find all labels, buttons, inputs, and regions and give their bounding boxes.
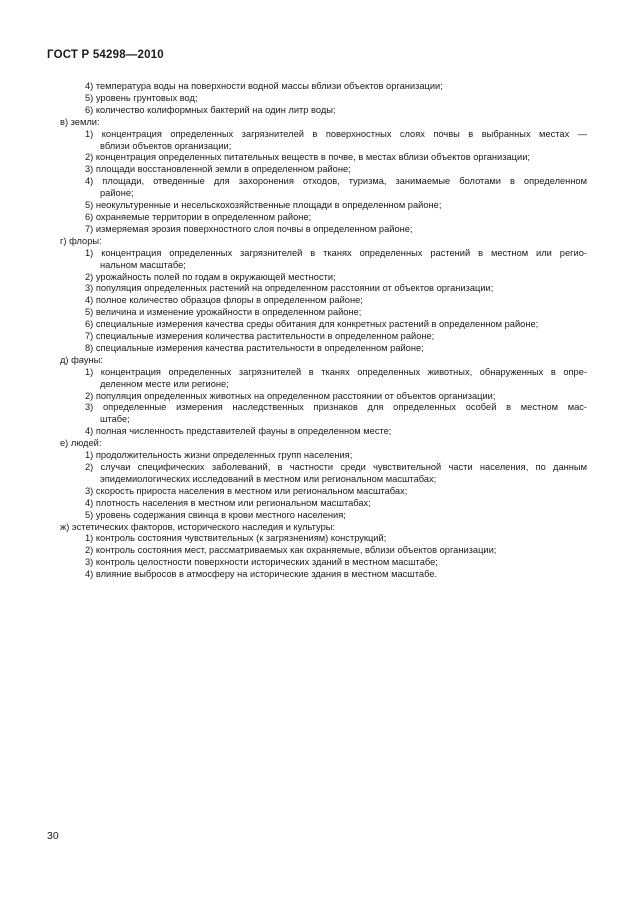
list-item: 1) концентрация определенных загрязнителей в поверхностных слоях почвы в выбранных местах —	[85, 128, 587, 139]
list-item: 5) уровень грунтовых вод;	[85, 92, 198, 103]
list-item: 1) контроль состояния чувствительных (к загрязнениям) конструкций;	[85, 533, 387, 544]
section-heading: ж) эстетических факторов, исторического наследия и культуры:	[60, 521, 336, 532]
list-item: 3) популяция определенных растений на определенном расстоянии от объектов организации;	[85, 283, 494, 294]
list-item: 8) специальные измерения качества растительности в определенном районе;	[85, 342, 424, 353]
list-item: 2) популяция определенных животных на определенном расстоянии от объектов организации;	[85, 390, 496, 401]
list-item: 2) контроль состояния мест, рассматриваемых как охраняемые, вблизи объектов организации;	[85, 545, 497, 556]
list-item: 2) урожайность полей по годам в окружающей местности;	[85, 271, 336, 282]
list-item: 1) концентрация определенных загрязнителей в тканях определенных растений в местном или регио-	[85, 247, 587, 258]
list-item: 2) случаи специфических заболеваний, в частности среди чувствительной части населения, по данным	[85, 462, 587, 472]
list-item: 3) определенные измерения наследственных признаков для определенных особей в местном мас-	[85, 402, 587, 413]
list-item: 6) охраняемые территории в определенном районе;	[85, 211, 312, 222]
list-item: 6) количество колиформных бактерий на один литр воды;	[85, 104, 336, 115]
list-item-continuation: районе;	[100, 188, 134, 199]
list-item: 4) температура воды на поверхности водной массы вблизи объектов организации;	[85, 81, 443, 91]
document-body	[47, 81, 587, 581]
section-heading: е) людей:	[60, 438, 102, 449]
list-item: 4) площади, отведенные для захоронения отходов, туризма, занимаемые болотами в определенном	[85, 176, 587, 187]
list-item: 7) специальные измерения количества растительности в определенном районе;	[85, 331, 435, 342]
list-item: 5) величина и изменение урожайности в определенном районе;	[85, 307, 362, 318]
list-item: 3) скорость прироста населения в местном или региональном масштабах;	[85, 485, 408, 496]
list-item-continuation: штабе;	[100, 414, 130, 425]
list-item: 4) влияние выбросов в атмосферу на исторические здания в местном масштабе.	[85, 569, 438, 580]
list-item: 6) специальные измерения качества среды обитания для конкретных растений в определенном районе;	[85, 319, 539, 330]
list-item: 4) полная численность представителей фауны в определенном месте;	[85, 426, 392, 437]
list-item: 4) плотность населения в местном или региональном масштабах;	[85, 497, 371, 508]
list-item: 1) продолжительность жизни определенных групп населения;	[85, 450, 353, 461]
document-header: ГОСТ Р 54298—2010	[47, 49, 164, 61]
list-item: 3) площади восстановленной земли в определенном районе;	[85, 164, 351, 175]
section-heading: г) флоры:	[60, 235, 102, 246]
list-item-continuation: эпидемиологических исследований в местном или региональном масштабах;	[100, 473, 437, 484]
list-item: 1) концентрация определенных загрязнителей в тканях определенных животных, обнаруженных в опре-	[85, 366, 587, 377]
list-item: 5) неокультуренные и несельскохозяйственные площади в определенном районе;	[85, 200, 442, 211]
page-number: 30	[47, 830, 59, 842]
list-item-continuation: деленном месте или регионе;	[100, 378, 229, 389]
section-heading: в) земли:	[60, 116, 100, 127]
section-heading: д) фауны:	[60, 354, 103, 365]
list-item: 2) концентрация определенных питательных веществ в почве, в местах вблизи объектов организации;	[85, 152, 530, 163]
list-item: 3) контроль целостности поверхности исторических зданий в местном масштабе;	[85, 557, 438, 568]
list-item: 7) измеряемая эрозия поверхностного слоя почвы в определенном районе;	[85, 223, 413, 234]
list-item: 4) полное количество образцов флоры в определенном районе;	[85, 295, 363, 306]
list-item: 5) уровень содержания свинца в крови местного населения;	[85, 509, 346, 520]
list-item-continuation: нальном масштабе;	[100, 259, 186, 270]
list-item-continuation: вблизи объектов организации;	[100, 140, 232, 151]
